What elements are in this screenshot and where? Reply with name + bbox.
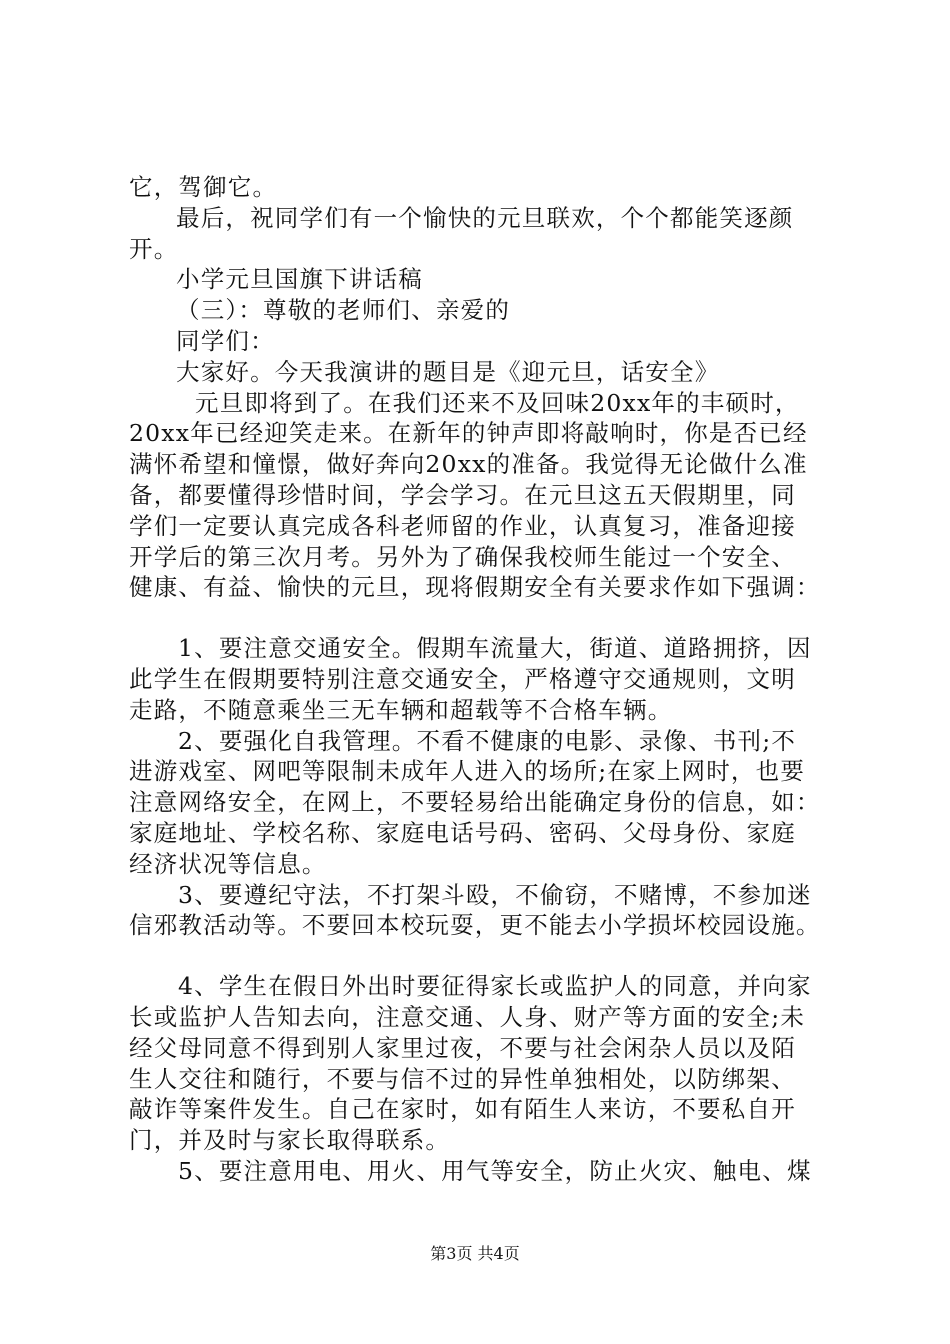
text-line: 敲诈等案件发生。自己在家时，如有陌生人来访，不要私自开 xyxy=(129,1095,796,1124)
text-line: 小学元旦国旗下讲话稿 xyxy=(176,265,423,294)
text-line: 学们一定要认真完成各科老师留的作业，认真复习，准备迎接 xyxy=(129,511,796,540)
text-line: 同学们： xyxy=(176,326,275,355)
text-line: 经父母同意不得到别人家里过夜，不要与社会闲杂人员以及陌 xyxy=(129,1033,796,1062)
text-line: 长或监护人告知去向，注意交通、人身、财产等方面的安全;未 xyxy=(129,1002,806,1031)
text-line: 开。 xyxy=(129,234,179,263)
text-line: 元旦即将到了。在我们还来不及回味20xx年的丰硕时， xyxy=(195,388,800,417)
text-line: 家庭地址、学校名称、家庭电话号码、密码、父母身份、家庭 xyxy=(129,818,796,847)
text-line: 它，驾御它。 xyxy=(129,173,278,201)
page-footer: 第3页 共4页 xyxy=(430,1244,520,1263)
text-line: 最后，祝同学们有一个愉快的元旦联欢，个个都能笑逐颜 xyxy=(176,203,794,232)
text-line: 1、要注意交通安全。假期车流量大，街道、道路拥挤，因 xyxy=(178,634,812,663)
text-line: 备，都要懂得珍惜时间，学会学习。在元旦这五天假期里，同 xyxy=(129,480,796,509)
text-line: 注意网络安全，在网上，不要轻易给出能确定身份的信息，如： xyxy=(129,788,821,817)
paragraph-gap xyxy=(129,603,847,633)
text-line: 健康、有益、愉快的元旦，现将假期安全有关要求作如下强调： xyxy=(129,573,821,602)
text-line: 5、要注意用电、用火、用气等安全，防止火灾、触电、煤 xyxy=(178,1156,812,1185)
text-line: 经济状况等信息。 xyxy=(129,849,327,878)
text-line: 20xx年已经迎笑走来。在新年的钟声即将敲响时，你是否已经 xyxy=(129,419,808,448)
text-line: 2、要强化自我管理。不看不健康的电影、录像、书刊;不 xyxy=(178,726,797,755)
paragraph-gap xyxy=(129,941,847,971)
text-line: （三）：尊敬的老师们、亲爱的 xyxy=(176,296,511,325)
text-line: 大家好。今天我演讲的题目是《迎元旦，话安全》 xyxy=(176,357,720,386)
text-line: 此学生在假期要特别注意交通安全，严格遵守交通规则，文明 xyxy=(129,664,796,693)
text-line: 生人交往和随行，不要与信不过的异性单独相处，以防绑架、 xyxy=(129,1064,796,1093)
text-line: 满怀希望和憧憬，做好奔向20xx的准备。我觉得无论做什么准 xyxy=(129,450,808,479)
text-line: 信邪教活动等。不要回本校玩耍，更不能去小学损坏校园设施。 xyxy=(129,911,821,940)
text-line: 4、学生在假日外出时要征得家长或监护人的同意，并向家 xyxy=(178,972,812,1001)
text-line: 走路，不随意乘坐三无车辆和超载等不合格车辆。 xyxy=(129,695,673,724)
text-line: 3、要遵纪守法，不打架斗殴，不偷窃，不赌博，不参加迷 xyxy=(178,880,812,909)
document-body xyxy=(129,172,847,1187)
text-line: 开学后的第三次月考。另外为了确保我校师生能过一个安全、 xyxy=(129,542,796,571)
text-line: 进游戏室、网吧等限制未成年人进入的场所;在家上网时，也要 xyxy=(129,757,806,786)
text-line: 门，并及时与家长取得联系。 xyxy=(129,1126,451,1155)
